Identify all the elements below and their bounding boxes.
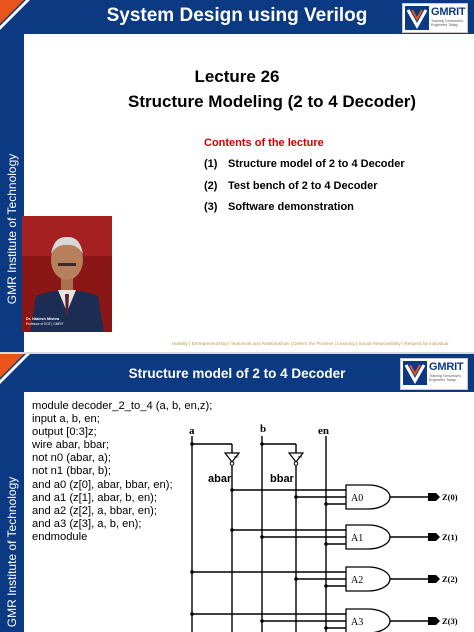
code-line: not n0 (abar, a); bbox=[32, 452, 111, 465]
presenter-photo bbox=[22, 216, 112, 332]
code-line: input a, b, en; bbox=[32, 413, 100, 426]
photo-caption: Dr. Ntalesh Mishra bbox=[26, 317, 60, 321]
and-gate-icon bbox=[346, 485, 390, 509]
contents-heading: Contents of the lecture bbox=[204, 137, 324, 149]
gate-label: A1 bbox=[351, 533, 364, 544]
code-line: output [0:3]z; bbox=[32, 426, 97, 439]
output-arrow-icon bbox=[428, 617, 440, 625]
inverter-label: n0 bbox=[234, 454, 239, 459]
not-gate-icon bbox=[289, 453, 303, 465]
and-gate-icon bbox=[346, 609, 390, 632]
output-label: Z(2) bbox=[442, 574, 458, 584]
header-bar bbox=[0, 0, 474, 34]
contents-item: (2) Test bench of 2 to 4 Decoder bbox=[204, 180, 378, 192]
header-title: System Design using Verilog bbox=[106, 5, 368, 26]
and-gate-icon bbox=[346, 567, 390, 591]
output-arrow-icon bbox=[428, 493, 440, 501]
code-line: and a2 (z[2], a, bbar, en); bbox=[32, 504, 158, 517]
code-line: module decoder_2_to_4 (a, b, en,z); bbox=[32, 400, 213, 412]
header-title: Structure model of 2 to 4 Decoder bbox=[128, 366, 346, 381]
code-line: and a1 (z[1], abar, b, en); bbox=[32, 491, 158, 504]
gmrit-logo bbox=[402, 3, 468, 33]
logo-tagline: Training Tomorrow's Engineers Today bbox=[429, 374, 462, 383]
wire-label-abar: abar bbox=[208, 473, 232, 485]
code-line: wire abar, bbar; bbox=[32, 439, 110, 452]
gmrit-emblem-icon bbox=[405, 6, 429, 30]
lecture-subtitle: Structure Modeling (2 to 4 Decoder) bbox=[128, 92, 417, 111]
code-line: endmodule bbox=[32, 530, 88, 543]
contents-item: (1) Structure model of 2 to 4 Decoder bbox=[204, 158, 405, 170]
output-label: Z(0) bbox=[442, 492, 458, 502]
output-arrow-icon bbox=[428, 533, 440, 541]
not-gate-icon bbox=[225, 453, 239, 465]
photo-caption: Professor of ECE | GMRIT bbox=[26, 322, 64, 326]
code-line: and a3 (z[3], a, b, en); bbox=[32, 517, 142, 530]
gmrit-logo bbox=[400, 358, 468, 390]
gate-label: A3 bbox=[351, 617, 364, 628]
lecture-number: Lecture 26 bbox=[194, 67, 280, 86]
sidebar-institute-text: GMR Institute of Technology bbox=[5, 476, 19, 628]
gmrit-emblem-icon bbox=[403, 361, 427, 385]
code-line: and a0 (z[0], abar, bbar, en); bbox=[32, 478, 173, 491]
output-label: Z(1) bbox=[442, 532, 458, 542]
wire-label-bbar: bbar bbox=[270, 473, 294, 485]
logo-tagline: Training Tomorrow's Engineers Today bbox=[431, 19, 464, 28]
header-bar bbox=[0, 354, 474, 392]
values-strip: Humility | Entrepreneurship | Teamwork and Relationships | Deliver the Promise | Learning | Social Responsibility | Respect for individual bbox=[171, 341, 449, 346]
gate-label: A2 bbox=[351, 575, 364, 586]
and-gate-icon bbox=[346, 525, 390, 549]
code-line: not n1 (bbar, b); bbox=[32, 465, 111, 478]
inverter-label: n1 bbox=[298, 454, 303, 459]
logo-brand: GMRIT bbox=[431, 6, 466, 18]
contents-item: (3) Software demonstration bbox=[204, 201, 354, 213]
sidebar-institute-text: GMR Institute of Technology bbox=[5, 153, 19, 305]
output-label: Z(3) bbox=[442, 616, 458, 626]
structure-model-slide bbox=[0, 354, 474, 632]
output-arrow-icon bbox=[428, 575, 440, 583]
input-label-b: b bbox=[260, 423, 267, 435]
decoder-circuit-diagram bbox=[0, 392, 474, 632]
input-label-en: en bbox=[318, 425, 329, 437]
input-label-a: a bbox=[189, 425, 195, 437]
gate-label: A0 bbox=[351, 493, 364, 504]
logo-brand: GMRIT bbox=[429, 361, 464, 373]
